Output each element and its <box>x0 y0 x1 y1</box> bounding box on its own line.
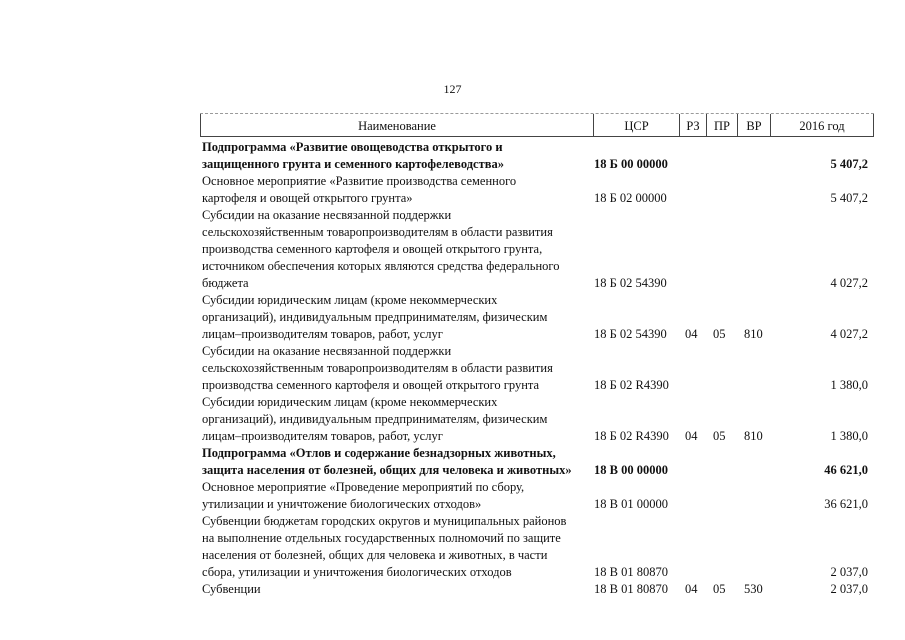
row-name-line: картофеля и овощей открытого грунта» <box>202 191 413 205</box>
table-row <box>0 139 905 173</box>
table-row <box>0 581 905 598</box>
row-csr: 18 Б 00 00000 <box>594 157 668 171</box>
row-name-line: Подпрограмма «Развитие овощеводства открытого и <box>202 140 503 154</box>
row-name-line: защита населения от болезней, общих для человека и животных» <box>202 463 572 477</box>
row-rz: 04 <box>685 429 698 443</box>
row-pr: 05 <box>713 327 726 341</box>
row-name-line: Субвенции <box>202 582 261 596</box>
row-name-line: Подпрограмма «Отлов и содержание безнадзорных животных, <box>202 446 556 460</box>
row-amount: 4 027,2 <box>830 327 868 341</box>
row-name <box>202 173 587 207</box>
header-year: 2016 год <box>770 114 874 136</box>
header-name: Наименование <box>200 114 593 136</box>
row-vr: 810 <box>744 429 763 443</box>
row-amount: 1 380,0 <box>830 378 868 392</box>
table-row <box>0 394 905 445</box>
row-vr: 810 <box>744 327 763 341</box>
row-name <box>202 394 587 445</box>
row-amount: 5 407,2 <box>830 191 868 205</box>
row-name-line: Основное мероприятие «Проведение мероприятий по сбору, <box>202 480 525 494</box>
row-name-line: Субсидии на оказание несвязанной поддержки <box>202 344 452 358</box>
row-amount: 2 037,0 <box>830 582 868 596</box>
row-amount: 46 621,0 <box>824 463 868 477</box>
row-name-line: сельскохозяйственным товаропроизводителям в области развития <box>202 361 553 375</box>
header-csr: ЦСР <box>593 114 679 136</box>
row-name <box>202 139 587 173</box>
row-name <box>202 513 587 581</box>
row-rz: 04 <box>685 327 698 341</box>
row-name-line: Субсидии юридическим лицам (кроме некоммерческих <box>202 395 498 409</box>
row-name-line: на выполнение отдельных государственных полномочий по защите <box>202 531 561 545</box>
row-vr: 530 <box>744 582 763 596</box>
table-row <box>0 173 905 207</box>
table-row <box>0 292 905 343</box>
page-number: 127 <box>443 82 462 96</box>
table-header <box>200 113 874 137</box>
row-name-line: производства семенного картофеля и овощей открытого грунта, <box>202 242 543 256</box>
row-amount: 5 407,2 <box>830 157 868 171</box>
row-name-line: Основное мероприятие «Развитие производства семенного <box>202 174 517 188</box>
header-pr: ПР <box>706 114 737 136</box>
header-vr: ВР <box>737 114 770 136</box>
row-amount: 4 027,2 <box>830 276 868 290</box>
row-rz: 04 <box>685 582 698 596</box>
row-csr: 18 В 01 80870 <box>594 565 668 579</box>
row-csr: 18 Б 02 R4390 <box>594 378 669 392</box>
row-csr: 18 В 00 00000 <box>594 463 668 477</box>
row-name-line: источником обеспечения которых являются средства федерального <box>202 259 560 273</box>
row-name-line: лицам–производителям товаров, работ, услуг <box>202 327 443 341</box>
row-name-line: защищенного грунта и семенного картофелеводства» <box>202 157 504 171</box>
row-name-line: организаций), индивидуальным предпринимателям, физическим <box>202 310 548 324</box>
row-name-line: бюджета <box>202 276 249 290</box>
row-name-line: Субвенции бюджетам городских округов и муниципальных районов <box>202 514 567 528</box>
row-name-line: производства семенного картофеля и овощей открытого грунта <box>202 378 540 392</box>
row-pr: 05 <box>713 582 726 596</box>
row-name <box>202 479 587 513</box>
row-csr: 18 Б 02 54390 <box>594 276 667 290</box>
row-name <box>202 207 587 292</box>
row-name-line: сельскохозяйственным товаропроизводителям в области развития <box>202 225 553 239</box>
row-name-line: организаций), индивидуальным предпринимателям, физическим <box>202 412 548 426</box>
header-rz: РЗ <box>679 114 706 136</box>
table-row <box>0 445 905 479</box>
row-name-line: Субсидии юридическим лицам (кроме некоммерческих <box>202 293 498 307</box>
row-name <box>202 581 587 598</box>
table-row <box>0 513 905 581</box>
row-name-line: сбора, утилизации и уничтожения биологических отходов <box>202 565 512 579</box>
row-name-line: Субсидии на оказание несвязанной поддержки <box>202 208 452 222</box>
row-name <box>202 343 587 394</box>
table-row <box>0 207 905 292</box>
row-amount: 36 621,0 <box>824 497 868 511</box>
table-row <box>0 343 905 394</box>
row-name-line: населения от болезней, общих для человека и животных, в части <box>202 548 548 562</box>
row-name <box>202 292 587 343</box>
row-amount: 2 037,0 <box>830 565 868 579</box>
row-csr: 18 В 01 80870 <box>594 582 668 596</box>
row-name-line: утилизации и уничтожение биологических отходов» <box>202 497 482 511</box>
row-csr: 18 Б 02 R4390 <box>594 429 669 443</box>
row-amount: 1 380,0 <box>830 429 868 443</box>
row-name <box>202 445 587 479</box>
row-csr: 18 Б 02 00000 <box>594 191 667 205</box>
row-csr: 18 В 01 00000 <box>594 497 668 511</box>
row-csr: 18 Б 02 54390 <box>594 327 667 341</box>
row-pr: 05 <box>713 429 726 443</box>
row-name-line: лицам–производителям товаров, работ, услуг <box>202 429 443 443</box>
table-row <box>0 479 905 513</box>
